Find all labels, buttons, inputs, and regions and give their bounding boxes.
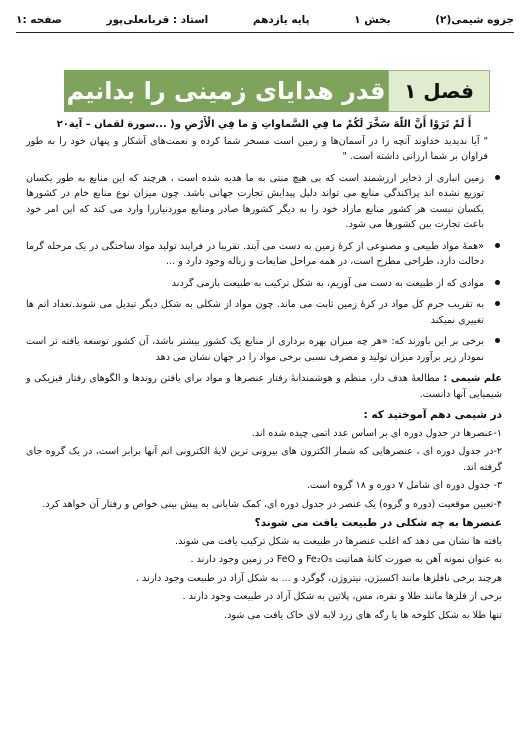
learned-item: ۱-عنصرها در جدول دوره ای بر اساس عدد اتمی چیده شده اند. xyxy=(251,427,502,439)
document-body xyxy=(26,117,502,626)
bullet-icon xyxy=(495,243,500,248)
bullet-icon xyxy=(495,301,500,306)
chapter-label: فصل ۱ xyxy=(388,70,490,112)
page-header xyxy=(16,8,514,33)
forms-line: به عنوان نمونه آهن به صورت کانهٔ هماتیت Fe₂O₃ و FeO در زمین وجود دارند . xyxy=(190,554,502,565)
verse-translation: " آیا ندیدید خداوند آنچه را در آسمان‌ها و زمین است مسخر شما کرده و نعمت‌های آشکار و پنهان خود را به طور فراوان بر شما ارزانی داشته است. " xyxy=(26,135,488,162)
forms-heading: عنصرها به چه شکلی در طبیعت یافت می شوند؟ xyxy=(254,517,502,529)
page-number: صفحه :۱ xyxy=(16,14,62,26)
section-label: بخش ۱ xyxy=(354,14,391,26)
learned-heading: در شیمی دهم آموختید که : xyxy=(363,409,502,421)
bullet-item: «همهٔ مواد طبیعی و مصنوعی از کرهٔ زمین به دست می آیند. تقریبا در فرایند تولید مواد ساختگی در یک مرحله گرما دخالت دارد، طراحی مطرح است، در همه مراحل ضایعات و زباله وجود دارد و ... xyxy=(26,239,502,270)
course-title: جزوه شیمی(۲) xyxy=(435,14,514,26)
bullet-icon xyxy=(495,280,500,285)
forms-line: برخی از فلزها مانند طلا و نقره، مس، پلاتین به شکل آزاد در طبیعت وجود دارند . xyxy=(182,591,502,602)
forms-line: تنها طلا به شکل کلوخه ها یا رگه های زرد لابه لای خاک یافت می شود. xyxy=(224,609,502,621)
learned-item: ۲-در جدول دوره ای ، عنصرهایی که شمار الکترون های بیرونی ترین لایهٔ الکترونی اتم آنها برابر است، در یک گروه جای گرفته اند. xyxy=(26,446,502,473)
learned-item: ۳- جدول دوره ای شامل ۷ دوره و ۱۸ گروه است. xyxy=(306,480,502,491)
chapter-banner xyxy=(64,70,490,112)
forms-line: یافته ها نشان می دهد که اغلب عنصرها در طبیعت به شکل ترکیب یافت می شوند. xyxy=(175,535,502,547)
quran-verse: أَ لَمْ تَرَوْا أَنَّ اللّهَ سَخَّرَ لَكُمْ ما فِي السَّماواتِ وَ ما فِي الْأَرْضِ و( ...سورة لقمان – آیة۲۰ xyxy=(56,119,472,130)
learned-item: ۴-تعیین موقعیت (دوره و گروه) یک عنصر در جدول دوره ای، کمک شایانی به پیش بینی خواص و رفتار آن خواهد کرد. xyxy=(42,498,502,510)
bullet-item: زمین انباری از ذخایر ارزشمند است که بی هیچ منتی به ما هدیه شده است ، هرچند که این منابع به طور یکسان توزیع نشده اند پراکندگی منابع می تواند دلیل پیدایش تجارت جهانی باشد. چون میزان نوع منابع خام در کشورها یکسان نیست هر کشور منابع مازاد خود را به دیگر کشورها صادر ومنابع موردنیازرا وارد می کند که این امر خود باعث تجارت بین کشورها می شود. xyxy=(26,171,502,233)
definition-text: مطالعهٔ هدف دار، منظم و هوشمندانهٔ رفتار عنصرها و مواد برای یافتن روندها و الگوهای رفتار فیزیکی و شیمیایی آنها دانست. xyxy=(26,373,502,400)
chemistry-definition xyxy=(26,371,502,402)
bullet-item: برخی بر این باورند که: «هر چه میزان بهره برداری از منابع یک کشور بیشتر باشد، آن کشور توسعه یافته تر است نمودار زیر برآورد میزان تولید و مصرف نسبی برخی مواد را در جهان نشان می دهد xyxy=(26,334,502,365)
definition-term: علم شیمی : xyxy=(443,373,502,384)
grade-label: پایه یازدهم xyxy=(252,14,310,26)
teacher-label: استاد : قربانعلی‌پور xyxy=(106,14,209,26)
bullet-icon xyxy=(495,175,500,180)
bullet-icon xyxy=(495,338,500,343)
bullet-item: موادی که از طبیعت به دست می آوریم، به شکل ترکیب به طبیعت بازمی گردند xyxy=(26,276,502,292)
forms-line: هرچند برخی نافلزها مانند اکسیژن، نیتروژن، گوگرد و ... به شکل آزاد در طبیعت وجود دارند . xyxy=(135,572,502,584)
chapter-title: قدر هدایای زمینی را بدانیم xyxy=(64,70,388,112)
bullet-item: به تقریب جرم کل مواد در کرهٔ زمین ثابت می ماند. چون مواد از شکلی به شکل دیگر تبدیل می شوند.تعداد اتم ها تغییری نمیکند xyxy=(26,297,502,328)
